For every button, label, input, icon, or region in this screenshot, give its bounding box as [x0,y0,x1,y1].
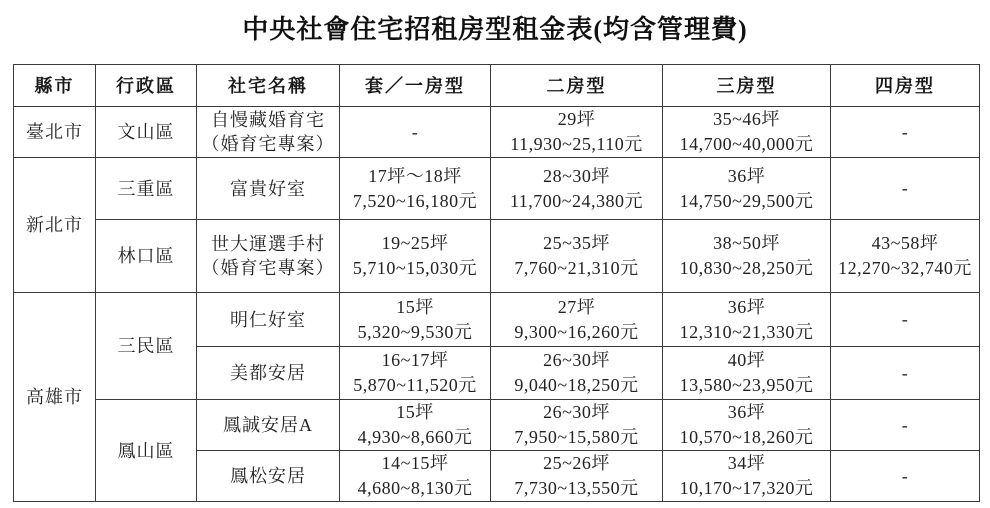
unit-price: 10,170~17,320元 [679,478,814,498]
housing-name-cell [197,220,340,293]
unit-cell [340,400,491,451]
unit-size: 26~30坪 [543,350,610,370]
unit-price: 7,950~15,580元 [514,427,639,447]
unit-cell [831,451,980,502]
unit-price: 7,760~21,310元 [514,258,639,278]
unit-size: - [901,414,909,435]
unit-price: 11,930~25,110元 [510,134,643,154]
unit-size: - [901,309,909,329]
unit-size: - [411,121,419,142]
housing-name-cell [197,107,340,158]
unit-size: 38~50坪 [713,233,780,253]
unit-cell [491,451,663,502]
housing-name-line: 世大運選手村 [211,234,325,254]
unit-price: 13,580~23,950元 [679,375,814,395]
district-cell: 鳳山區 [96,400,197,502]
city-cell: 新北市 [14,158,96,293]
unit-price: 11,700~24,380元 [509,190,644,211]
unit-size: 25~35坪 [543,233,610,253]
unit-size: 16~17坪 [381,350,449,370]
unit-size: 43~58坪 [871,233,939,253]
unit-cell [831,293,980,347]
unit-cell [491,158,663,220]
district-cell: 文山區 [96,107,197,158]
housing-name-line: 自慢藏婚育宅 [211,110,325,130]
unit-size: - [901,465,909,486]
unit-cell [831,220,980,293]
unit-price: 4,930~8,660元 [357,427,473,447]
unit-size: - [901,121,909,142]
housing-name-line: 富貴好室 [230,178,306,199]
unit-size: - [901,178,909,198]
unit-size: 14~15坪 [381,453,449,473]
unit-cell [491,293,663,347]
unit-cell [340,107,491,158]
col-header-three-bedroom: 三房型 [663,65,831,107]
unit-cell [831,400,980,451]
district-cell: 三民區 [96,293,197,400]
unit-cell [831,107,980,158]
unit-size: 17坪～18坪 [368,165,462,186]
unit-size: 34坪 [727,453,766,473]
unit-cell [491,107,663,158]
unit-cell [663,293,831,347]
unit-cell [491,220,663,293]
page-title: 中央社會住宅招租房型租金表(均含管理費) [242,15,748,44]
unit-price: 9,300~16,260元 [514,321,639,342]
table-row [14,158,980,220]
housing-name-cell [197,347,340,400]
col-header-two-bedroom: 二房型 [491,65,663,107]
unit-price: 14,700~40,000元 [679,134,814,154]
unit-size: 35~46坪 [713,109,780,129]
unit-size: 15坪 [396,402,434,422]
unit-cell [663,107,831,158]
unit-price: 5,870~11,520元 [353,375,477,395]
district-cell: 三重區 [96,158,197,220]
unit-cell [340,158,491,220]
city-cell: 高雄市 [14,293,96,502]
unit-cell [491,347,663,400]
housing-name-cell [197,293,340,347]
housing-name-cell [197,451,340,502]
unit-price: 4,680~8,130元 [357,478,473,498]
col-header-studio-one-bedroom: 套／一房型 [340,65,491,107]
table-row [14,400,980,451]
unit-size: 26~30坪 [543,402,610,422]
unit-cell [491,400,663,451]
unit-size: 36坪 [727,165,766,186]
unit-size: 27坪 [557,296,596,317]
unit-price: 9,040~18,250元 [514,375,639,395]
housing-name-line: 鳳松安居 [230,466,306,486]
district-cell: 林口區 [96,220,197,293]
unit-cell [663,451,831,502]
housing-name-cell [197,158,340,220]
unit-price: 12,270~32,740元 [838,258,972,278]
unit-price: 10,570~18,260元 [679,427,814,447]
unit-cell [340,347,491,400]
unit-cell [663,158,831,220]
unit-price: 12,310~21,330元 [679,321,814,342]
table-row [14,107,980,158]
unit-cell [663,220,831,293]
rent-table [13,64,980,502]
unit-size: 28~30坪 [543,165,610,186]
unit-cell [340,220,491,293]
col-header-district: 行政區 [96,65,197,107]
unit-price: 14,750~29,500元 [679,190,814,211]
col-header-housing-name: 社宅名稱 [197,65,340,107]
housing-name-line: 明仁好室 [230,309,306,330]
unit-size: - [901,362,909,383]
table-row [14,293,980,347]
unit-cell [831,158,980,220]
housing-name-line: （婚育宅專案） [201,134,335,154]
unit-cell [663,347,831,400]
unit-size: 40坪 [727,350,766,370]
unit-cell [340,451,491,502]
housing-name-cell [197,400,340,451]
unit-price: 7,730~13,550元 [514,478,639,498]
unit-cell [831,347,980,400]
housing-name-line: 鳳誠安居A [223,415,313,435]
unit-size: 25~26坪 [543,453,610,473]
unit-price: 7,520~16,180元 [352,190,478,211]
col-header-four-bedroom: 四房型 [831,65,980,107]
unit-size: 19~25坪 [381,233,449,253]
unit-size: 15坪 [396,296,434,317]
housing-name-line: 美都安居 [230,363,306,383]
housing-name-line: （婚育宅專案） [201,258,335,278]
unit-size: 29坪 [557,109,596,129]
unit-size: 36坪 [727,402,766,422]
city-cell: 臺北市 [14,107,96,158]
unit-price: 5,320~9,530元 [357,321,473,342]
unit-size: 36坪 [727,296,766,317]
header-row [14,65,980,107]
table-row [14,220,980,293]
unit-cell [663,400,831,451]
unit-price: 10,830~28,250元 [679,258,814,278]
unit-cell [340,293,491,347]
col-header-city: 縣市 [14,65,96,107]
unit-price: 5,710~15,030元 [352,258,478,278]
